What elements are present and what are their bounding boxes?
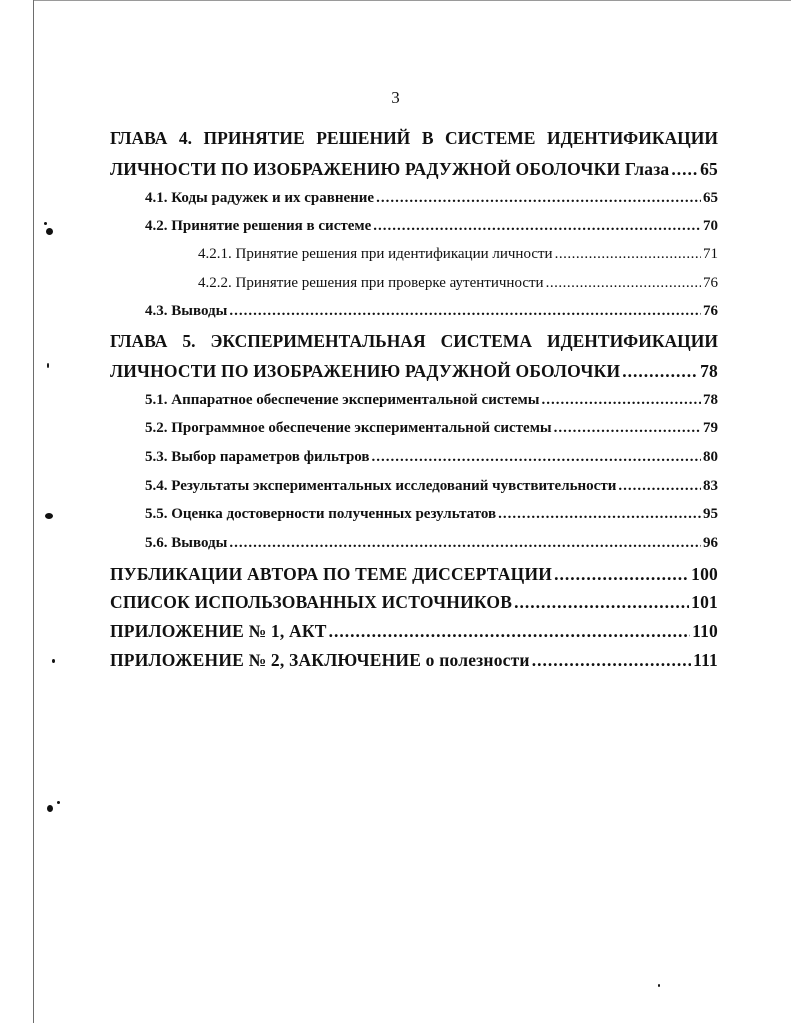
dot-leader — [229, 303, 701, 320]
dot-leader — [554, 564, 689, 585]
toc-page-number: 65 — [703, 190, 718, 206]
toc-page-number: 96 — [703, 535, 718, 551]
toc-entry-title: 5.5. Оценка достоверности полученных результатов — [145, 506, 497, 522]
toc-page-number: 100 — [691, 564, 718, 584]
scan-speck — [52, 659, 55, 663]
toc-references[interactable] — [110, 592, 718, 613]
toc-entry-title: ПРИЛОЖЕНИЕ № 1, АКТ — [110, 621, 327, 641]
toc-page-number: 80 — [703, 449, 718, 465]
toc-chapter-5-line2: ЛИЧНОСТИ ПО ИЗОБРАЖЕНИЮ РАДУЖНОЙ ОБОЛОЧКИ — [110, 361, 621, 381]
dot-leader — [514, 592, 689, 613]
toc-page-number: 95 — [703, 506, 718, 522]
dot-leader — [376, 190, 701, 207]
scan-speck — [57, 801, 60, 804]
toc-section-5-1[interactable] — [145, 392, 718, 409]
dot-leader — [498, 506, 701, 523]
toc-section-4-2-1[interactable] — [198, 246, 718, 263]
scan-speck — [46, 228, 53, 235]
toc-chapter-4-line2: ЛИЧНОСТИ ПО ИЗОБРАЖЕНИЮ РАДУЖНОЙ ОБОЛОЧКИ Глаза — [110, 159, 670, 179]
toc-section-5-5[interactable] — [145, 506, 718, 523]
toc-page-number: 71 — [703, 246, 718, 262]
toc-section-4-2-2[interactable] — [198, 275, 718, 292]
dot-leader — [554, 420, 701, 437]
toc-entry-title: 4.1. Коды радужек и их сравнение — [145, 190, 375, 206]
scan-speck — [45, 513, 53, 519]
toc-entry-title: 4.2.1. Принятие решения при идентификации личности — [198, 246, 553, 262]
scan-left-edge — [33, 0, 34, 1023]
scan-speck — [47, 363, 49, 368]
toc-entry-title: 5.6. Выводы — [145, 535, 228, 551]
toc-appendix-1[interactable] — [110, 621, 718, 642]
toc-entry-title: 4.2. Принятие решения в системе — [145, 218, 372, 234]
dot-leader — [532, 650, 691, 671]
toc-chapter-5[interactable] — [110, 361, 718, 382]
toc-entry-title: 5.3. Выбор параметров фильтров — [145, 449, 370, 465]
toc-entry-title: 4.3. Выводы — [145, 303, 228, 319]
toc-page-number: 110 — [692, 621, 718, 641]
toc-entry-title: 4.2.2. Принятие решения при проверке аутентичности — [198, 275, 544, 291]
toc-entry-title: ПУБЛИКАЦИИ АВТОРА ПО ТЕМЕ ДИССЕРТАЦИИ — [110, 564, 553, 584]
dot-leader — [546, 275, 701, 292]
toc-page-number: 76 — [703, 303, 718, 319]
toc-section-4-2[interactable] — [145, 218, 718, 235]
toc-page-number: 76 — [703, 275, 718, 291]
toc-page-number: 70 — [703, 218, 718, 234]
page-number: 3 — [391, 88, 400, 107]
dot-leader — [372, 449, 701, 466]
toc-entry-title: ПРИЛОЖЕНИЕ № 2, ЗАКЛЮЧЕНИЕ о полезности — [110, 650, 530, 670]
dot-leader — [618, 478, 701, 495]
toc-entry-title: СПИСОК ИСПОЛЬЗОВАННЫХ ИСТОЧНИКОВ — [110, 592, 513, 612]
toc-section-5-3[interactable] — [145, 449, 718, 466]
scan-speck — [44, 222, 47, 225]
scan-speck — [47, 805, 53, 812]
toc-entry-title: 5.4. Результаты экспериментальных исследований чувствительности — [145, 478, 617, 494]
scan-speck — [658, 984, 660, 987]
toc-section-5-2[interactable] — [145, 420, 718, 437]
toc-publications[interactable] — [110, 564, 718, 585]
toc-page-number: 83 — [703, 478, 718, 494]
dot-leader — [622, 361, 698, 382]
toc-page-number: 111 — [693, 650, 718, 670]
scan-top-edge — [33, 0, 791, 1]
dot-leader — [373, 218, 701, 235]
toc-section-4-1[interactable] — [145, 190, 718, 207]
dot-leader — [329, 621, 690, 642]
toc-section-5-4[interactable] — [145, 478, 718, 495]
toc-page-number: 65 — [700, 159, 718, 179]
dot-leader — [229, 535, 701, 552]
toc-entry-title: 5.2. Программное обеспечение экспериментальной системы — [145, 420, 552, 436]
dot-leader — [555, 246, 701, 263]
toc-page-number: 78 — [700, 361, 718, 381]
toc-entry-title: 5.1. Аппаратное обеспечение экспериментальной системы — [145, 392, 540, 408]
toc-chapter-5-line1: ГЛАВА 5. ЭКСПЕРИМЕНТАЛЬНАЯ СИСТЕМА ИДЕНТИФИКАЦИИ — [110, 331, 718, 351]
toc-section-5-6[interactable] — [145, 535, 718, 552]
toc-section-4-3[interactable] — [145, 303, 718, 320]
toc-page-number: 79 — [703, 420, 718, 436]
dot-leader — [541, 392, 701, 409]
toc-page-number: 101 — [691, 592, 718, 612]
toc-page-number: 78 — [703, 392, 718, 408]
toc-chapter-4[interactable] — [110, 159, 718, 180]
toc-chapter-4-line1: ГЛАВА 4. ПРИНЯТИЕ РЕШЕНИЙ В СИСТЕМЕ ИДЕНТИФИКАЦИИ — [110, 128, 718, 148]
dot-leader — [671, 159, 698, 180]
toc-appendix-2[interactable] — [110, 650, 718, 671]
